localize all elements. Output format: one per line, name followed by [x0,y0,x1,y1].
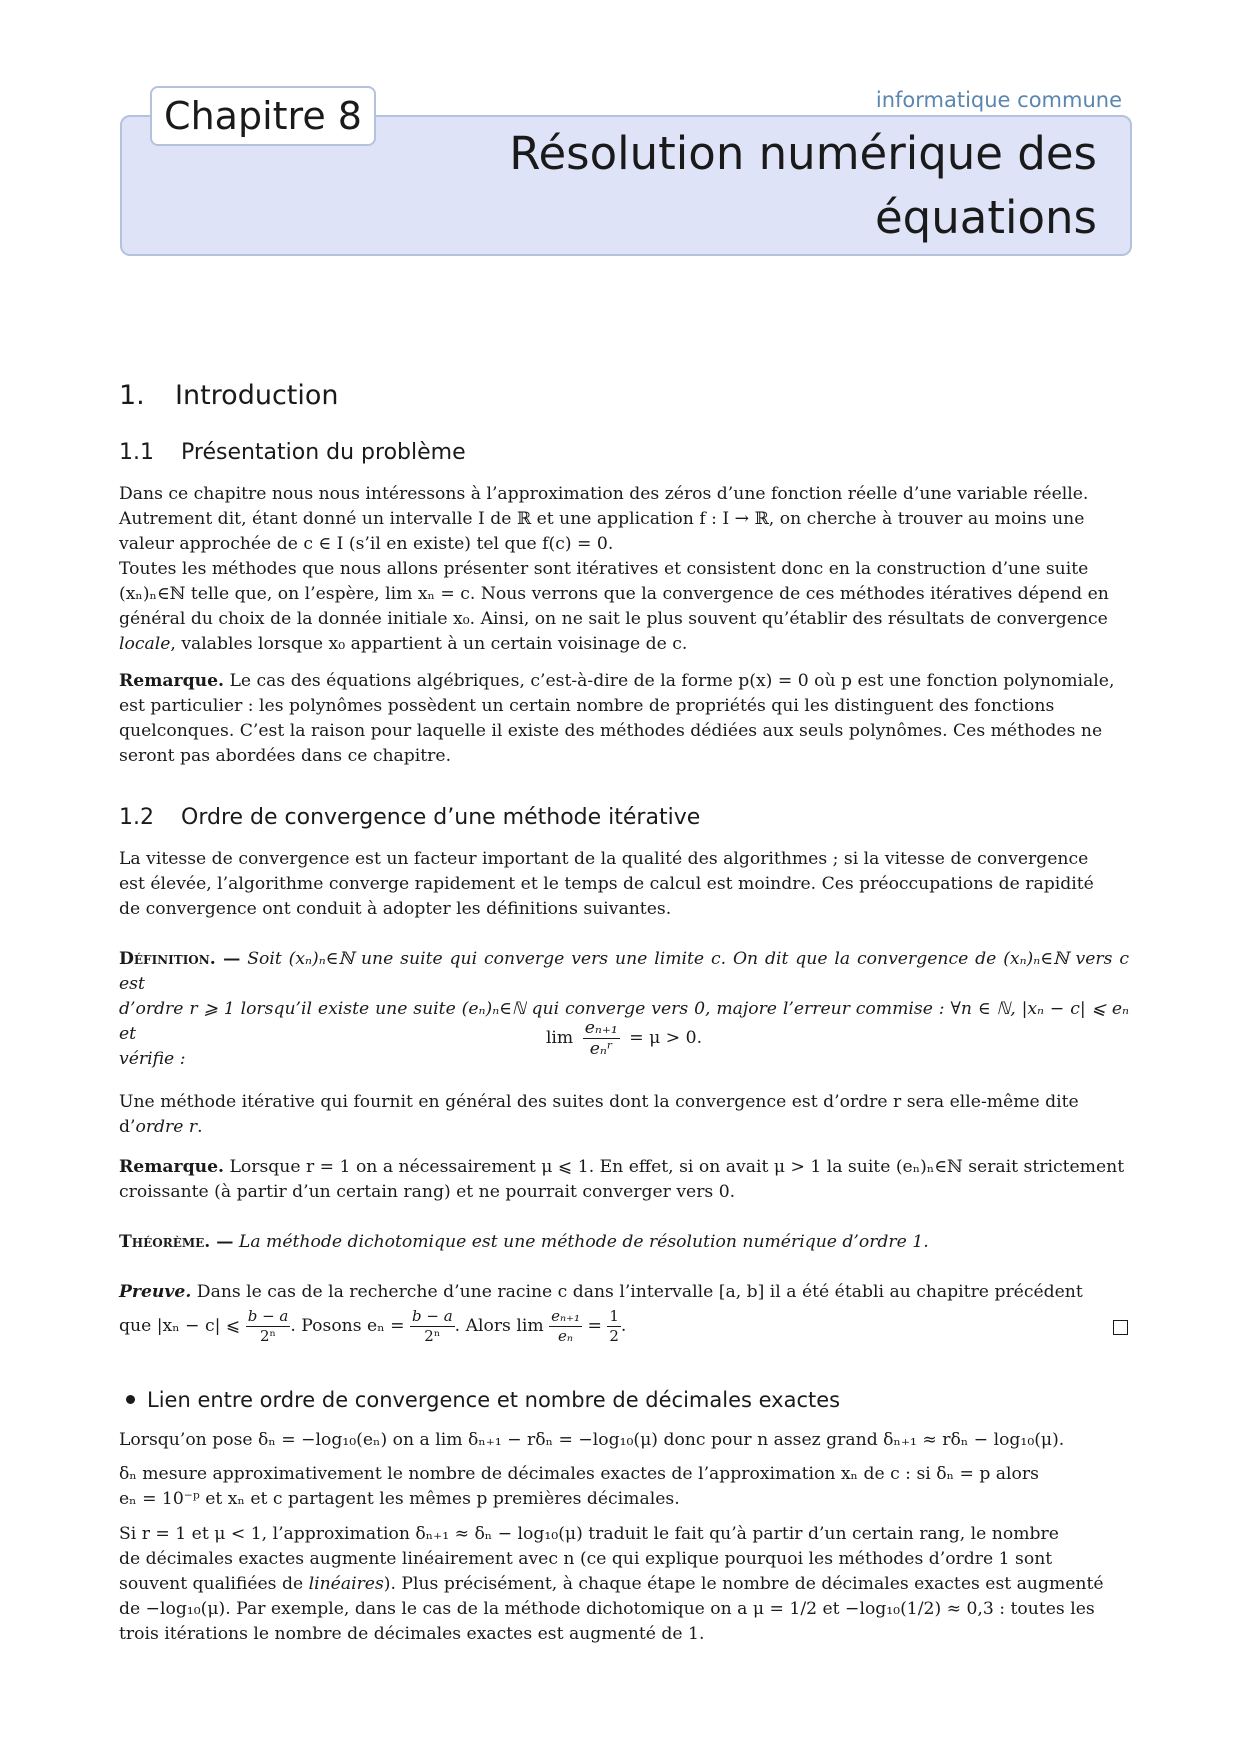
text-line [119,1280,1129,1305]
text-line: valeur approchée de c ∈ I (s’il en existe) tel que f(c) = 0. [119,534,614,554]
paragraph-linear [119,1522,1129,1647]
text-line [119,1155,1129,1180]
section-title: Introduction [175,380,339,411]
emphasis: locale [119,634,171,654]
text-fragment: , valables lorsque x₀ appartient à un certain voisinage de c. [170,634,688,654]
denominator: 2 [609,1327,619,1345]
remark-label: Remarque. [119,671,225,691]
definition-formula [119,1018,1129,1059]
subsection-heading-1-2 [119,805,700,830]
denominator: 2ⁿ [424,1327,441,1345]
numerator: eₙ₊₁ [584,1018,618,1038]
text-line: Autrement dit, étant donné un intervalle I de ℝ et une application f : I → ℝ, on cherche à trouver au moins une [119,509,1085,529]
qed-square-icon [1113,1320,1128,1335]
fraction [410,1307,455,1346]
theorem-block [119,1230,1129,1255]
chapter-title-line1: Résolution numérique des [509,127,1097,180]
text-fragment: . Alors lim [454,1316,544,1336]
text-fragment: Dans le cas de la recherche d’une racine c dans l’intervalle [a, b] il a été établi au chapitre précédent [196,1282,1083,1302]
text-line: vérifie : [119,1049,186,1069]
paragraph-delta-meaning [119,1462,1129,1512]
emphasis: ordre r [135,1117,198,1137]
fraction [607,1307,621,1346]
text-line: (xₙ)ₙ∈ℕ telle que, on l’espère, lim xₙ = c. Nous verrons que la convergence de ces méthodes itératives dépend en [119,584,1109,604]
text-fragment: Lorsque r = 1 on a nécessairement μ ⩽ 1. En effet, si on avait μ > 1 la suite (eₙ)ₙ∈ℕ serait strictement [229,1157,1125,1177]
text-line: Une méthode itérative qui fournit en général des suites dont la convergence est d’ordre r sera elle-même dite [119,1092,1079,1112]
text-line: δₙ mesure approximativement le nombre de décimales exactes de l’approximation xₙ de c : si δₙ = p alors [119,1464,1039,1484]
text-line: de convergence ont conduit à adopter les définitions suivantes. [119,899,672,919]
remark-order-one [119,1155,1129,1205]
subsubsection-heading-decimals [119,1388,840,1412]
text-fragment: ). Plus précisément, à chaque étape le nombre de décimales exactes est augmenté [383,1574,1104,1594]
text-fragment: . [620,1316,627,1336]
fraction [549,1307,582,1346]
text-line: quelconques. C’est la raison pour laquelle il existe des méthodes dédiées aux seuls polynômes. Ces méthodes ne [119,721,1103,741]
subsubsection-title: Lien entre ordre de convergence et nombre de décimales exactes [147,1388,841,1412]
text-fragment: Soit (xₙ)ₙ∈ℕ une suite qui converge vers une limite c. On dit que la convergence de (xₙ)ₙ∈ℕ vers c est [119,949,1129,994]
text-line [119,1115,1129,1140]
text-fragment: que |xₙ − c| ⩽ [119,1316,241,1336]
formula-rhs: = μ > 0. [629,1028,703,1048]
section-number: 1. [119,380,145,411]
numerator: 1 [609,1307,619,1325]
subsection-number: 1.2 [119,805,154,830]
text-line: croissante (à partir d’un certain rang) et ne pourrait converger vers 0. [119,1182,736,1202]
text-fragment: souvent qualifiées de [119,1574,309,1594]
text-line [119,947,1129,997]
text-line: trois itérations le nombre de décimales exactes est augmenté de 1. [119,1624,705,1644]
text-fragment: = [587,1316,602,1336]
proof-block [119,1280,1129,1346]
text-line: est élevée, l’algorithme converge rapidement et le temps de calcul est moindre. Ces préoccupations de rapidité [119,874,1094,894]
chapter-label: Chapitre 8 [150,86,376,146]
text-line [119,1307,1129,1346]
paragraph-delta [119,1428,1129,1453]
text-fragment: . Posons eₙ = [290,1316,405,1336]
text-line: Toutes les méthodes que nous allons présenter sont itératives et consistent donc en la construction d’une suite [119,559,1089,579]
paragraph-presentation [119,482,1129,657]
text-line [119,1572,1129,1597]
text-line: Si r = 1 et μ < 1, l’approximation δₙ₊₁ ≈ δₙ − log₁₀(μ) traduit le fait qu’à partir d’un certain rang, le nombre [119,1524,1059,1544]
text-fragment: Le cas des équations algébriques, c’est-à-dire de la forme p(x) = 0 où p est une fonction polynomiale, [229,671,1115,691]
remark-algebraic [119,669,1129,769]
subsection-number: 1.1 [119,440,154,465]
subsection-title: Ordre de convergence d’une méthode itérative [181,805,701,830]
text-line [119,632,1129,657]
text-line: eₙ = 10⁻ᵖ et xₙ et c partagent les mêmes p premières décimales. [119,1489,680,1509]
text-line: Lorsqu’on pose δₙ = −log₁₀(eₙ) on a lim δₙ₊₁ − rδₙ = −log₁₀(μ) donc pour n assez grand δₙ₊₁ ≈ rδₙ − log₁₀(μ). [119,1430,1065,1450]
proof-label: Preuve. [119,1282,192,1302]
text-line: seront pas abordées dans ce chapitre. [119,746,452,766]
denominator: 2ⁿ [260,1327,277,1345]
subsection-title: Présentation du problème [181,440,466,465]
chapter-title-line2: équations [875,191,1097,244]
text-fragment: . [197,1117,203,1137]
theorem-label: Théorème. — [119,1232,234,1252]
fraction [246,1307,291,1346]
text-fragment: d’ [119,1117,136,1137]
text-line: La vitesse de convergence est un facteur important de la qualité des algorithmes ; si la vitesse de convergence [119,849,1089,869]
text-line: de décimales exactes augmente linéairement avec n (ce qui explique pourquoi les méthodes d’ordre 1 sont [119,1549,1053,1569]
paragraph-speed [119,847,1129,922]
text-line [119,669,1129,694]
bullet-icon [126,1395,135,1404]
chapter-title [377,122,1097,250]
definition-label: Définition. — [119,949,241,969]
numerator: b − a [247,1307,289,1325]
numerator: b − a [411,1307,453,1325]
lim-operator: lim [545,1028,574,1048]
subsection-heading-1-1 [119,440,466,465]
denominator: eₙʳ [589,1039,613,1059]
text-line: général du choix de la donnée initiale x₀. Ainsi, on ne sait le plus souvent qu’établir des résultats de convergence [119,609,1108,629]
fraction [583,1018,620,1059]
paragraph-order [119,1090,1129,1140]
text-line: d’ordre r ⩾ 1 lorsqu’il existe une suite (eₙ)ₙ∈ℕ qui converge vers 0, majore l’erreur commise : ∀n ∈ ℕ, |xₙ − c| ⩽ eₙ et [119,999,1129,1044]
numerator: eₙ₊₁ [551,1307,580,1325]
theorem-text: La méthode dichotomique est une méthode de résolution numérique d’ordre 1. [238,1232,929,1252]
text-line: est particulier : les polynômes possèdent un certain nombre de propriétés qui les distinguent des fonctions [119,696,1055,716]
text-line: de −log₁₀(μ). Par exemple, dans le cas de la méthode dichotomique on a μ = 1/2 et −log₁₀(1/2) ≈ 0,3 : toutes les [119,1599,1095,1619]
remark-label: Remarque. [119,1157,225,1177]
course-label: informatique commune [875,88,1122,112]
emphasis: linéaires [308,1574,384,1594]
denominator: eₙ [558,1327,574,1345]
text-line: Dans ce chapitre nous nous intéressons à l’approximation des zéros d’une fonction réelle d’une variable réelle. [119,484,1089,504]
section-heading-introduction [119,380,339,411]
